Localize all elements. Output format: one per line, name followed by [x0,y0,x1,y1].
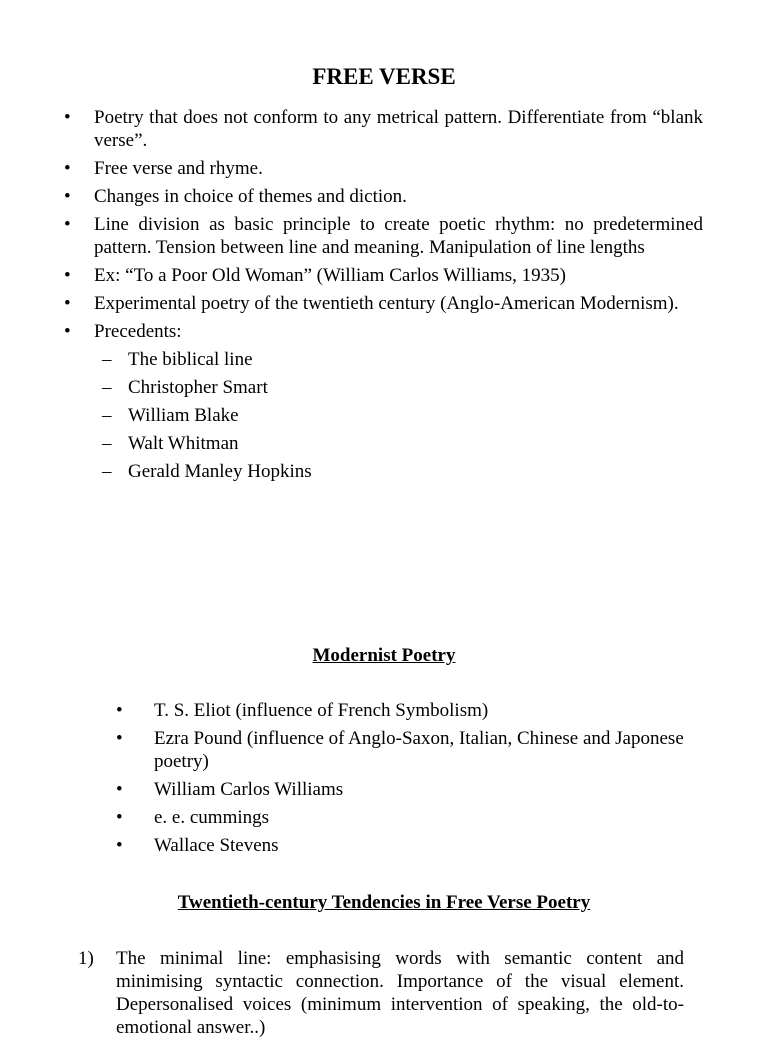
list-item [112,699,687,722]
numbered-item [76,947,684,1039]
dash-icon: – [102,461,112,482]
bullet-icon: • [116,700,123,721]
dash-icon: – [102,405,112,426]
dash-icon: – [102,433,112,454]
list-item [62,106,703,152]
list-item [62,264,703,287]
list-item-text: Line division as basic principle to create poetic rhythm: no predetermined pattern. Tension between line and meaning. Manipulation of line lengths [94,214,703,258]
list-item [112,834,687,857]
bullet-icon: • [64,321,71,342]
bullet-icon: • [64,107,71,128]
tendencies-heading [0,891,768,914]
modernist-poetry-heading [0,644,768,667]
page-title: FREE VERSE [312,64,456,89]
list-item-text: Wallace Stevens [154,835,279,856]
list-item-text: Precedents: [94,321,182,342]
bullet-icon: • [116,807,123,828]
list-item-text: e. e. cummings [154,807,270,828]
sublist-item-text: William Blake [128,405,239,426]
bullet-icon: • [116,835,123,856]
numbered-item-text: The minimal line: emphasising words with semantic content and minimising syntactic connection. Importance of the visual element. Depersonalised voices (minimum intervention of speaking, the old-to-emotional answer..) [116,948,684,1038]
bullet-icon: • [64,265,71,286]
list-item-text: William Carlos Williams [154,779,344,800]
sublist-item [94,348,703,371]
free-verse-bullet-list [62,106,703,488]
sublist-item-text: Christopher Smart [128,377,268,398]
bullet-icon: • [116,779,123,800]
sublist-item-text: Gerald Manley Hopkins [128,461,312,482]
sublist-item [94,432,703,455]
sublist-item [94,376,703,399]
list-item-text: Free verse and rhyme. [94,158,263,179]
modernist-poets-list [112,699,687,862]
section-heading-text: Modernist Poetry [312,645,456,666]
list-item-text: T. S. Eliot (influence of French Symbolism) [154,700,489,721]
list-item-text: Ezra Pound (influence of Anglo-Saxon, Italian, Chinese and Japonese poetry) [154,728,684,772]
tendencies-numbered-list [76,947,684,1039]
bullet-icon: • [64,214,71,235]
list-item [112,778,687,801]
sublist-item-text: Walt Whitman [128,433,239,454]
list-item [112,806,687,829]
sublist-item [94,404,703,427]
item-number: 1) [78,948,94,969]
list-item [62,213,703,259]
list-item [62,292,703,315]
bullet-icon: • [64,293,71,314]
list-item [62,185,703,208]
list-item-text: Ex: “To a Poor Old Woman” (William Carlos Williams, 1935) [94,265,566,286]
list-item [62,157,703,180]
bullet-icon: • [64,186,71,207]
bullet-icon: • [64,158,71,179]
sublist-item [94,460,703,483]
list-item-text: Experimental poetry of the twentieth century (Anglo-American Modernism). [94,293,679,314]
list-item [112,727,687,773]
list-item-text: Poetry that does not conform to any metrical pattern. Differentiate from “blank verse”. [94,107,703,151]
list-item-text: Changes in choice of themes and diction. [94,186,407,207]
bullet-icon: • [116,728,123,749]
list-item-precedents [62,320,703,483]
precedents-sublist [94,348,703,483]
section-heading-text: Twentieth-century Tendencies in Free Verse Poetry [177,892,591,913]
sublist-item-text: The biblical line [128,349,253,370]
dash-icon: – [102,377,112,398]
dash-icon: – [102,349,112,370]
